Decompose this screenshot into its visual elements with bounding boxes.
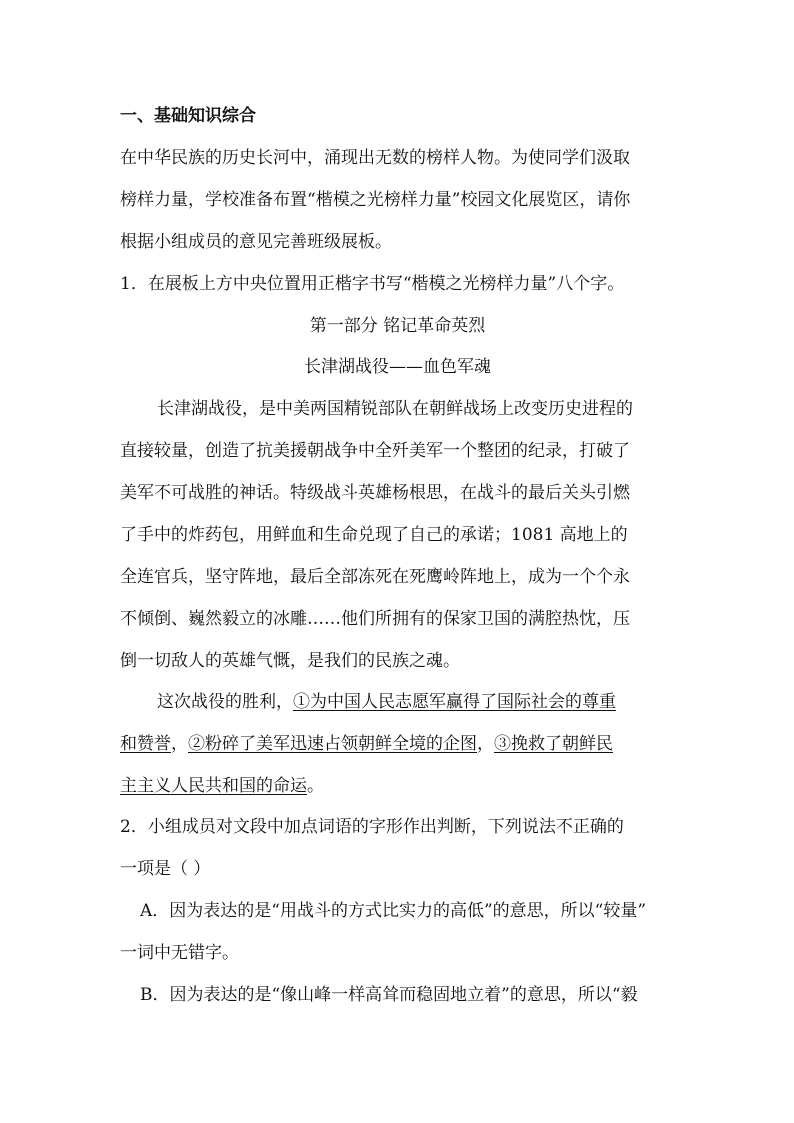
underlined-phrase-1: ①为中国人民志愿军赢得了国际社会的尊重 [293,692,616,712]
paragraph-line: 直接较量，创造了抗美援朝战争中全歼美军一个整团的纪录，打破了 [120,441,630,461]
intro-line: 根据小组成员的意见完善班级展板。 [120,232,392,252]
intro-line: 榜样力量，学校准备布置“楷模之光榜样力量”校园文化展览区，请你 [120,190,631,210]
paragraph-lead: 这次战役的胜利， [157,692,293,712]
question-2: 2．小组成员对文段中加点词语的字形作出判断，下列说法不正确的 [120,817,624,837]
paragraph-line: 倒一切敌人的英雄气慨，是我们的民族之魂。 [120,651,460,671]
option-a: 一词中无错字。 [120,943,239,963]
underlined-phrase-3: ③挽救了朝鲜民 [494,734,613,754]
underlined-phrase-3: 主主义人民共和国的命运 [120,776,307,796]
separator: ， [477,734,494,754]
part-title: 第一部分 铭记革命英烈 [309,316,486,336]
separator: ， [171,734,188,754]
paragraph-line [120,733,613,755]
paragraph-line: 了手中的炸药包，用鲜血和生命兑现了自己的承诺；1081 高地上的 [120,525,628,545]
paragraph-line: 长津湖战役，是中美两国精锐部队在朝鲜战场上改变历史进程的 [157,399,633,419]
paragraph-end: 。 [307,776,324,796]
paragraph-line [157,691,616,713]
paragraph-line: 全连官兵，坚守阵地，最后全部冻死在死鹰岭阵地上，成为一个个永 [120,567,630,587]
section-heading: 一、基础知识综合 [120,106,256,126]
paragraph-line: 美军不可战胜的神话。特级战斗英雄杨根思，在战斗的最后关头引燃 [120,483,630,503]
paragraph-line [120,775,324,797]
underlined-phrase-1: 和赞誉 [120,734,171,754]
article-title: 长津湖战役——血色军魂 [304,357,491,377]
paragraph-line: 不倾倒、巍然毅立的冰雕……他们所拥有的保家卫国的满腔热忱，压 [120,609,630,629]
question-2: 一项是（ ） [120,859,211,879]
option-a: A．因为表达的是“用战斗的方式比实力的高低”的意思，所以“较量” [140,901,647,921]
option-b: B．因为表达的是“像山峰一样高耸而稳固地立着”的意思，所以“毅 [140,985,638,1005]
intro-line: 在中华民族的历史长河中，涌现出无数的榜样人物。为使同学们汲取 [120,148,630,168]
underlined-phrase-2: ②粉碎了美军迅速占领朝鲜全境的企图 [188,734,477,754]
question-1: 1．在展板上方中央位置用正楷字书写“楷模之光榜样力量”八个字。 [120,274,625,294]
